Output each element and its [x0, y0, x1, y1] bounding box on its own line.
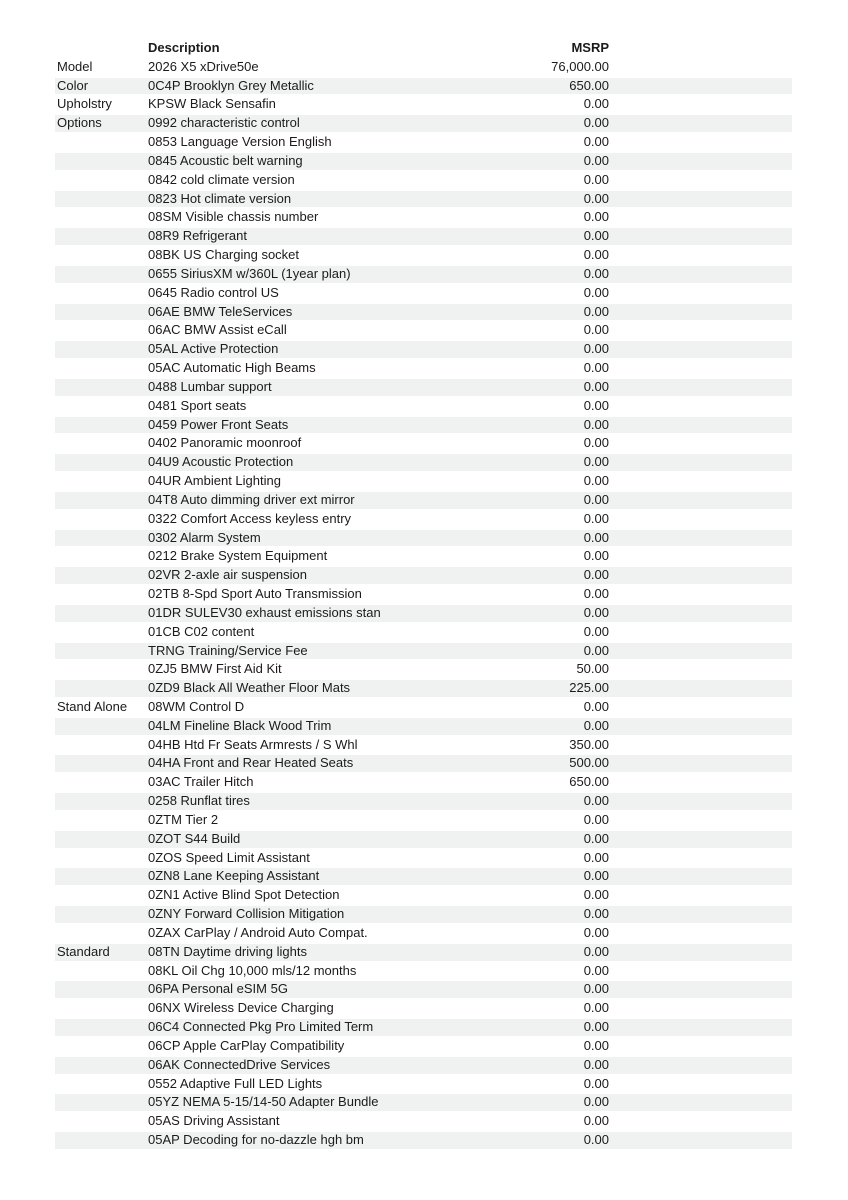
- row-category: [55, 453, 148, 472]
- row-category: [55, 962, 148, 981]
- row-description: 0645 Radio control US: [148, 284, 279, 300]
- row-description: 04U9 Acoustic Protection: [148, 454, 294, 470]
- row-description: TRNG Training/Service Fee: [148, 642, 308, 658]
- row-category: [55, 1093, 148, 1112]
- row-filler: [609, 208, 792, 227]
- row-filler: [609, 58, 792, 77]
- row-filler: [609, 340, 792, 359]
- table-row: [55, 340, 792, 359]
- table-row: [55, 943, 792, 962]
- row-description: 0ZD9 Black All Weather Floor Mats: [148, 680, 351, 696]
- header-filler: [609, 39, 792, 58]
- row-category: Color: [57, 77, 89, 93]
- row-category: [55, 472, 148, 491]
- row-category: [55, 604, 148, 623]
- row-msrp: 0.00: [583, 115, 609, 131]
- row-description: 2026 X5 xDrive50e: [148, 58, 259, 74]
- row-filler: [609, 585, 792, 604]
- table-row: [55, 547, 792, 566]
- row-description: 06NX Wireless Device Charging: [148, 1000, 334, 1016]
- table-row: [55, 1037, 792, 1056]
- row-category: [55, 679, 148, 698]
- row-description: 0ZNY Forward Collision Mitigation: [148, 906, 345, 922]
- row-msrp: 0.00: [583, 209, 609, 225]
- row-msrp: 0.00: [583, 228, 609, 244]
- row-description: 05YZ NEMA 5-15/14-50 Adapter Bundle: [148, 1094, 379, 1110]
- row-msrp: 0.00: [583, 341, 609, 357]
- row-description: 0459 Power Front Seats: [148, 416, 289, 432]
- row-filler: [609, 95, 792, 114]
- table-row: [55, 227, 792, 246]
- row-msrp: 0.00: [583, 397, 609, 413]
- row-filler: [609, 284, 792, 303]
- row-filler: [609, 77, 792, 96]
- row-description: 08R9 Refrigerant: [148, 228, 247, 244]
- description-column-header: Description: [148, 40, 220, 55]
- row-filler: [609, 698, 792, 717]
- row-filler: [609, 886, 792, 905]
- row-category: [55, 208, 148, 227]
- table-row: [55, 133, 792, 152]
- row-msrp: 0.00: [583, 303, 609, 319]
- row-msrp: 0.00: [583, 1094, 609, 1110]
- row-filler: [609, 849, 792, 868]
- row-filler: [609, 1112, 792, 1131]
- table-row: [55, 359, 792, 378]
- row-category: [55, 491, 148, 510]
- row-filler: [609, 190, 792, 209]
- row-category: [55, 397, 148, 416]
- table-row: [55, 698, 792, 717]
- row-category: [55, 227, 148, 246]
- row-description: 08BK US Charging socket: [148, 247, 300, 263]
- table-row: [55, 472, 792, 491]
- row-msrp: 0.00: [583, 190, 609, 206]
- table-row: [55, 1093, 792, 1112]
- row-category: [55, 340, 148, 359]
- row-filler: [609, 265, 792, 284]
- row-filler: [609, 397, 792, 416]
- row-description: 0552 Adaptive Full LED Lights: [148, 1075, 323, 1091]
- row-category: [55, 660, 148, 679]
- row-category: Upholstry: [57, 96, 112, 112]
- row-category: [55, 754, 148, 773]
- row-msrp: 500.00: [569, 755, 609, 771]
- row-category: [55, 980, 148, 999]
- row-filler: [609, 227, 792, 246]
- row-msrp: 0.00: [583, 96, 609, 112]
- table-row: [55, 1112, 792, 1131]
- row-category: [55, 321, 148, 340]
- row-description: 0488 Lumbar support: [148, 378, 272, 394]
- row-description: 06C4 Connected Pkg Pro Limited Term: [148, 1019, 374, 1035]
- row-msrp: 0.00: [583, 284, 609, 300]
- row-category: [55, 284, 148, 303]
- table-row: [55, 529, 792, 548]
- row-description: 0ZAX CarPlay / Android Auto Compat.: [148, 924, 368, 940]
- row-category: [55, 246, 148, 265]
- row-filler: [609, 303, 792, 322]
- table-row: [55, 566, 792, 585]
- row-msrp: 0.00: [583, 1000, 609, 1016]
- row-category: [55, 1018, 148, 1037]
- row-category: [55, 1037, 148, 1056]
- row-description: 0C4P Brooklyn Grey Metallic: [148, 77, 314, 93]
- row-category: [55, 867, 148, 886]
- table-row: [55, 152, 792, 171]
- row-description: 04HB Htd Fr Seats Armrests / S Whl: [148, 736, 358, 752]
- row-description: 0402 Panoramic moonroof: [148, 435, 302, 451]
- row-msrp: 0.00: [583, 171, 609, 187]
- row-msrp: 0.00: [583, 529, 609, 545]
- row-description: 08SM Visible chassis number: [148, 209, 319, 225]
- row-category: Stand Alone: [57, 698, 128, 714]
- table-body: [55, 58, 792, 1150]
- row-description: 06CP Apple CarPlay Compatibility: [148, 1037, 345, 1053]
- row-category: [55, 566, 148, 585]
- row-filler: [609, 679, 792, 698]
- row-description: 0322 Comfort Access keyless entry: [148, 510, 352, 526]
- row-msrp: 0.00: [583, 623, 609, 639]
- row-category: [55, 529, 148, 548]
- table-row: [55, 303, 792, 322]
- row-msrp: 225.00: [569, 680, 609, 696]
- row-filler: [609, 999, 792, 1018]
- row-filler: [609, 1056, 792, 1075]
- row-category: [55, 1112, 148, 1131]
- row-filler: [609, 416, 792, 435]
- row-filler: [609, 773, 792, 792]
- row-category: [55, 190, 148, 209]
- row-msrp: 0.00: [583, 1075, 609, 1091]
- table-row: [55, 58, 792, 77]
- row-description: 04T8 Auto dimming driver ext mirror: [148, 491, 355, 507]
- table-row: [55, 453, 792, 472]
- row-filler: [609, 980, 792, 999]
- row-description: 06AK ConnectedDrive Services: [148, 1056, 331, 1072]
- row-filler: [609, 566, 792, 585]
- category-column-header: [55, 39, 148, 58]
- table-row: [55, 208, 792, 227]
- table-row: [55, 378, 792, 397]
- row-description: 08KL Oil Chg 10,000 mls/12 months: [148, 962, 357, 978]
- row-filler: [609, 754, 792, 773]
- row-category: Model: [57, 58, 93, 74]
- row-description: 0ZN8 Lane Keeping Assistant: [148, 868, 320, 884]
- table-row: [55, 1075, 792, 1094]
- row-filler: [609, 472, 792, 491]
- row-description: 01DR SULEV30 exhaust emissions stan: [148, 604, 381, 620]
- row-filler: [609, 171, 792, 190]
- table-row: [55, 980, 792, 999]
- row-filler: [609, 434, 792, 453]
- row-msrp: 0.00: [583, 152, 609, 168]
- row-category: [55, 265, 148, 284]
- table-row: [55, 886, 792, 905]
- row-category: [55, 773, 148, 792]
- row-category: [55, 585, 148, 604]
- row-msrp: 0.00: [583, 1019, 609, 1035]
- row-filler: [609, 1075, 792, 1094]
- row-category: [55, 717, 148, 736]
- row-description: 0853 Language Version English: [148, 134, 332, 150]
- row-filler: [609, 453, 792, 472]
- row-description: 0212 Brake System Equipment: [148, 548, 328, 564]
- row-filler: [609, 792, 792, 811]
- row-description: 02TB 8-Spd Sport Auto Transmission: [148, 586, 362, 602]
- row-category: [55, 623, 148, 642]
- row-filler: [609, 246, 792, 265]
- table-row: [55, 95, 792, 114]
- row-category: [55, 811, 148, 830]
- table-row: [55, 679, 792, 698]
- table-row: [55, 660, 792, 679]
- table-row: [55, 623, 792, 642]
- row-msrp: 0.00: [583, 510, 609, 526]
- row-category: [55, 792, 148, 811]
- table-row: [55, 604, 792, 623]
- row-category: [55, 171, 148, 190]
- table-header-row: [55, 39, 792, 58]
- row-category: [55, 133, 148, 152]
- row-msrp: 0.00: [583, 698, 609, 714]
- row-msrp: 0.00: [583, 830, 609, 846]
- table-row: [55, 284, 792, 303]
- row-msrp: 0.00: [583, 378, 609, 394]
- row-filler: [609, 660, 792, 679]
- table-row: [55, 416, 792, 435]
- table-row: [55, 792, 792, 811]
- row-filler: [609, 1093, 792, 1112]
- row-description: 0ZOT S44 Build: [148, 830, 241, 846]
- row-category: [55, 510, 148, 529]
- row-msrp: 0.00: [583, 586, 609, 602]
- msrp-column-header: MSRP: [571, 40, 609, 55]
- row-filler: [609, 736, 792, 755]
- table-row: [55, 962, 792, 981]
- row-description: 08TN Daytime driving lights: [148, 943, 307, 959]
- row-filler: [609, 133, 792, 152]
- row-msrp: 0.00: [583, 473, 609, 489]
- row-category: [55, 830, 148, 849]
- row-description: 01CB C02 content: [148, 623, 255, 639]
- vehicle-pricing-table: [55, 39, 792, 1150]
- table-row: [55, 190, 792, 209]
- row-description: 0ZJ5 BMW First Aid Kit: [148, 661, 282, 677]
- row-msrp: 0.00: [583, 491, 609, 507]
- row-msrp: 0.00: [583, 360, 609, 376]
- row-filler: [609, 1037, 792, 1056]
- table-row: [55, 1131, 792, 1150]
- table-row: [55, 905, 792, 924]
- table-row: [55, 736, 792, 755]
- row-category: [55, 303, 148, 322]
- row-description: 06AC BMW Assist eCall: [148, 322, 287, 338]
- row-category: [55, 924, 148, 943]
- row-filler: [609, 510, 792, 529]
- row-filler: [609, 152, 792, 171]
- row-msrp: 0.00: [583, 906, 609, 922]
- row-filler: [609, 830, 792, 849]
- row-description: 06AE BMW TeleServices: [148, 303, 293, 319]
- row-msrp: 0.00: [583, 1056, 609, 1072]
- row-msrp: 0.00: [583, 887, 609, 903]
- row-msrp: 0.00: [583, 981, 609, 997]
- row-msrp: 0.00: [583, 811, 609, 827]
- row-description: 06PA Personal eSIM 5G: [148, 981, 288, 997]
- row-msrp: 0.00: [583, 793, 609, 809]
- row-msrp: 0.00: [583, 567, 609, 583]
- table-row: [55, 434, 792, 453]
- row-msrp: 0.00: [583, 134, 609, 150]
- row-filler: [609, 114, 792, 133]
- table-row: [55, 717, 792, 736]
- row-filler: [609, 717, 792, 736]
- row-msrp: 0.00: [583, 1037, 609, 1053]
- row-msrp: 0.00: [583, 454, 609, 470]
- row-description: 0ZN1 Active Blind Spot Detection: [148, 887, 340, 903]
- row-filler: [609, 604, 792, 623]
- row-msrp: 0.00: [583, 416, 609, 432]
- row-description: 0823 Hot climate version: [148, 190, 292, 206]
- table-row: [55, 849, 792, 868]
- table-row: [55, 642, 792, 661]
- row-filler: [609, 1131, 792, 1150]
- row-category: Standard: [57, 943, 110, 959]
- row-description: 05AC Automatic High Beams: [148, 360, 316, 376]
- row-description: 05AS Driving Assistant: [148, 1113, 280, 1129]
- row-category: [55, 378, 148, 397]
- row-filler: [609, 962, 792, 981]
- row-filler: [609, 491, 792, 510]
- row-category: [55, 905, 148, 924]
- row-filler: [609, 359, 792, 378]
- row-msrp: 76,000.00: [551, 58, 609, 74]
- row-filler: [609, 1018, 792, 1037]
- table-row: [55, 1018, 792, 1037]
- row-msrp: 0.00: [583, 642, 609, 658]
- table-row: [55, 321, 792, 340]
- row-msrp: 0.00: [583, 943, 609, 959]
- row-description: 05AL Active Protection: [148, 341, 279, 357]
- table-row: [55, 1056, 792, 1075]
- table-row: [55, 811, 792, 830]
- row-msrp: 0.00: [583, 1132, 609, 1148]
- row-category: [55, 152, 148, 171]
- table-row: [55, 246, 792, 265]
- row-category: [55, 849, 148, 868]
- row-category: [55, 434, 148, 453]
- row-filler: [609, 905, 792, 924]
- row-msrp: 0.00: [583, 265, 609, 281]
- row-description: 0845 Acoustic belt warning: [148, 152, 303, 168]
- row-category: [55, 1131, 148, 1150]
- row-msrp: 650.00: [569, 774, 609, 790]
- table-row: [55, 397, 792, 416]
- row-description: 0258 Runflat tires: [148, 793, 250, 809]
- row-filler: [609, 943, 792, 962]
- row-msrp: 0.00: [583, 548, 609, 564]
- row-filler: [609, 321, 792, 340]
- row-msrp: 0.00: [583, 247, 609, 263]
- row-description: 0655 SiriusXM w/360L (1year plan): [148, 265, 351, 281]
- table-row: [55, 585, 792, 604]
- row-filler: [609, 547, 792, 566]
- row-description: 05AP Decoding for no-dazzle hgh bm: [148, 1132, 364, 1148]
- table-row: [55, 265, 792, 284]
- row-msrp: 0.00: [583, 322, 609, 338]
- row-description: 0842 cold climate version: [148, 171, 295, 187]
- row-description: 0481 Sport seats: [148, 397, 247, 413]
- row-category: [55, 547, 148, 566]
- row-description: 0302 Alarm System: [148, 529, 261, 545]
- row-filler: [609, 378, 792, 397]
- row-description: 04HA Front and Rear Heated Seats: [148, 755, 354, 771]
- row-msrp: 650.00: [569, 77, 609, 93]
- row-msrp: 0.00: [583, 962, 609, 978]
- row-msrp: 350.00: [569, 736, 609, 752]
- table-row: [55, 924, 792, 943]
- row-filler: [609, 623, 792, 642]
- row-filler: [609, 642, 792, 661]
- table-row: [55, 171, 792, 190]
- table-row: [55, 510, 792, 529]
- row-description: 0ZOS Speed Limit Assistant: [148, 849, 310, 865]
- row-msrp: 0.00: [583, 924, 609, 940]
- row-category: [55, 642, 148, 661]
- row-description: 02VR 2-axle air suspension: [148, 567, 307, 583]
- row-category: [55, 999, 148, 1018]
- row-description: 03AC Trailer Hitch: [148, 774, 254, 790]
- table-row: [55, 491, 792, 510]
- table-row: [55, 773, 792, 792]
- row-category: Options: [57, 115, 102, 131]
- row-category: [55, 1056, 148, 1075]
- row-category: [55, 359, 148, 378]
- row-description: 0992 characteristic control: [148, 115, 300, 131]
- row-msrp: 0.00: [583, 849, 609, 865]
- row-msrp: 0.00: [583, 717, 609, 733]
- row-msrp: 0.00: [583, 435, 609, 451]
- row-filler: [609, 529, 792, 548]
- row-msrp: 0.00: [583, 868, 609, 884]
- table-row: [55, 77, 792, 96]
- row-description: 0ZTM Tier 2: [148, 811, 219, 827]
- row-description: 08WM Control D: [148, 698, 245, 714]
- row-description: 04LM Fineline Black Wood Trim: [148, 717, 332, 733]
- row-filler: [609, 867, 792, 886]
- row-category: [55, 1075, 148, 1094]
- row-category: [55, 886, 148, 905]
- row-description: 04UR Ambient Lighting: [148, 473, 281, 489]
- table-row: [55, 830, 792, 849]
- row-filler: [609, 811, 792, 830]
- row-category: [55, 736, 148, 755]
- row-category: [55, 416, 148, 435]
- table-row: [55, 867, 792, 886]
- row-description: KPSW Black Sensafin: [148, 96, 276, 112]
- row-msrp: 0.00: [583, 604, 609, 620]
- row-msrp: 0.00: [583, 1113, 609, 1129]
- row-msrp: 50.00: [576, 661, 609, 677]
- table-row: [55, 999, 792, 1018]
- table-row: [55, 114, 792, 133]
- table-row: [55, 754, 792, 773]
- row-filler: [609, 924, 792, 943]
